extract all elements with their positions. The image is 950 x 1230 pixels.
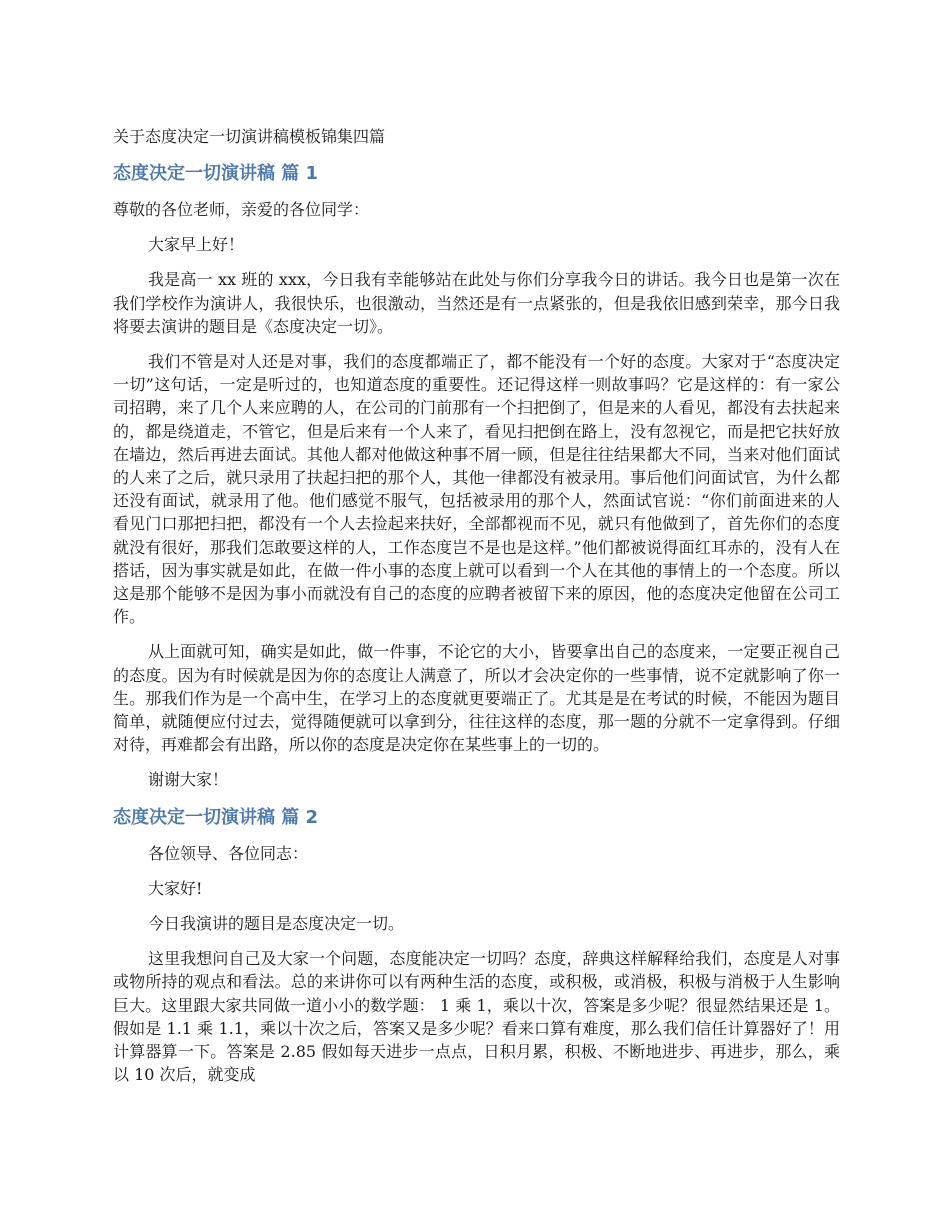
document-title: 关于态度决定一切演讲稿模板锦集四篇 bbox=[113, 127, 386, 146]
document-page bbox=[113, 124, 840, 1099]
salutation-paragraph: 各位领导、各位同志： bbox=[148, 843, 309, 863]
salutation-paragraph: 尊敬的各位老师，亲爱的各位同学： bbox=[113, 200, 370, 219]
section-heading-1: 态度决定一切演讲稿 篇 1 bbox=[113, 163, 319, 184]
section-heading-2: 态度决定一切演讲稿 篇 2 bbox=[113, 806, 319, 828]
body-paragraph: 从上面就可知，确实是如此，做一件事，不论它的大小，皆要拿出自己的态度来，一定要正视自己的态度。因为有时候就是因为你的态度让人满意了，所以才会决定你的一些事情，说不定就影响了你一生。那我们作为是一个高中生，在学习上的态度就更要端正了。尤其是是在考试的时候，不能因为题目简单，就随便应付过去，觉得随便就可以拿到分，往往这样的态度，那一题的分就不一定拿得到。仔细对待，再难都会有出路，所以你的态度是决定你在某些事上的一切的。 bbox=[113, 642, 840, 755]
greeting-paragraph: 大家早上好！ bbox=[148, 235, 245, 255]
body-paragraph: 这里我想问自己及大家一个问题，态度能决定一切吗？态度，辞典这样解释给我们，态度是人对事或物所持的观点和看法。总的来讲你可以有两种生活的态度，或积极，或消极，积极与消极于人生影响巨大。这里跟大家共同做一道小小的数学题： 1 乘 1，乘以十次，答案是多少呢？很显然结果还是 1。假如是 1.1 乘 1.1，乘以十次之后，答案又是多少呢？看来口算有难度，那么我们信任计算器好了！用计算器算一下。答案是 2.85 假如每天进步一点点，日积月累，积极、不断地进步、再进步，那么，乘以 10 次后，就变成 bbox=[113, 949, 840, 1085]
body-paragraph: 我是高一 xx 班的 xxx，今日我有幸能够站在此处与你们分享我今日的讲话。我今日也是第一次在我们学校作为演讲人，我很快乐，也很激动，当然还是有一点紧张的，但是我依旧感到荣幸，那今日我将要去演讲的题目是《态度决定一切》。 bbox=[113, 270, 840, 336]
greeting-paragraph: 大家好! bbox=[148, 878, 203, 898]
body-paragraph: 今日我演讲的题目是态度决定一切。 bbox=[148, 914, 405, 934]
closing-paragraph: 谢谢大家！ bbox=[148, 770, 229, 790]
body-paragraph: 我们不管是对人还是对事，我们的态度都端正了，都不能没有一个好的态度。大家对于“态度决定一切”这句话，一定是听过的，也知道态度的重要性。还记得这样一则故事吗？它是这样的：有一家公司招聘，来了几个人来应聘的人，在公司的门前那有一个扫把倒了，但是来的人看见，都没有去扶起来的，都是绕道走，不管它，但是后来有一个人来了，看见扫把倒在路上，没有忽视它，而是把它扶好放在墙边，然后再进去面试。其他人都对他做这种事不屑一顾，但是往往结果都大不同，当来对他们面试的人来了之后，就只录用了扶起扫把的那个人，其他一律都没有被录用。事后他们问面试官，为什么都还没有面试，就录用了他。他们感觉不服气，包括被录用的那个人，然面试官说：“你们前面进来的人看见门口那把扫把，都没有一个人去捡起来扶好，全部都视而不见，就只有他做到了，首先你们的态度就没有很好，那我们怎敢要这样的人，工作态度岂不是也是这样。”他们都被说得面红耳赤的，没有人在搭话，因为事实就是如此，在做一件小事的态度上就可以看到一个人在其他的事情上的一个态度。所以这是那个能够不是因为事小而就没有自己的态度的应聘者被留下来的原因，他的态度决定他留在公司工作。 bbox=[113, 352, 840, 627]
